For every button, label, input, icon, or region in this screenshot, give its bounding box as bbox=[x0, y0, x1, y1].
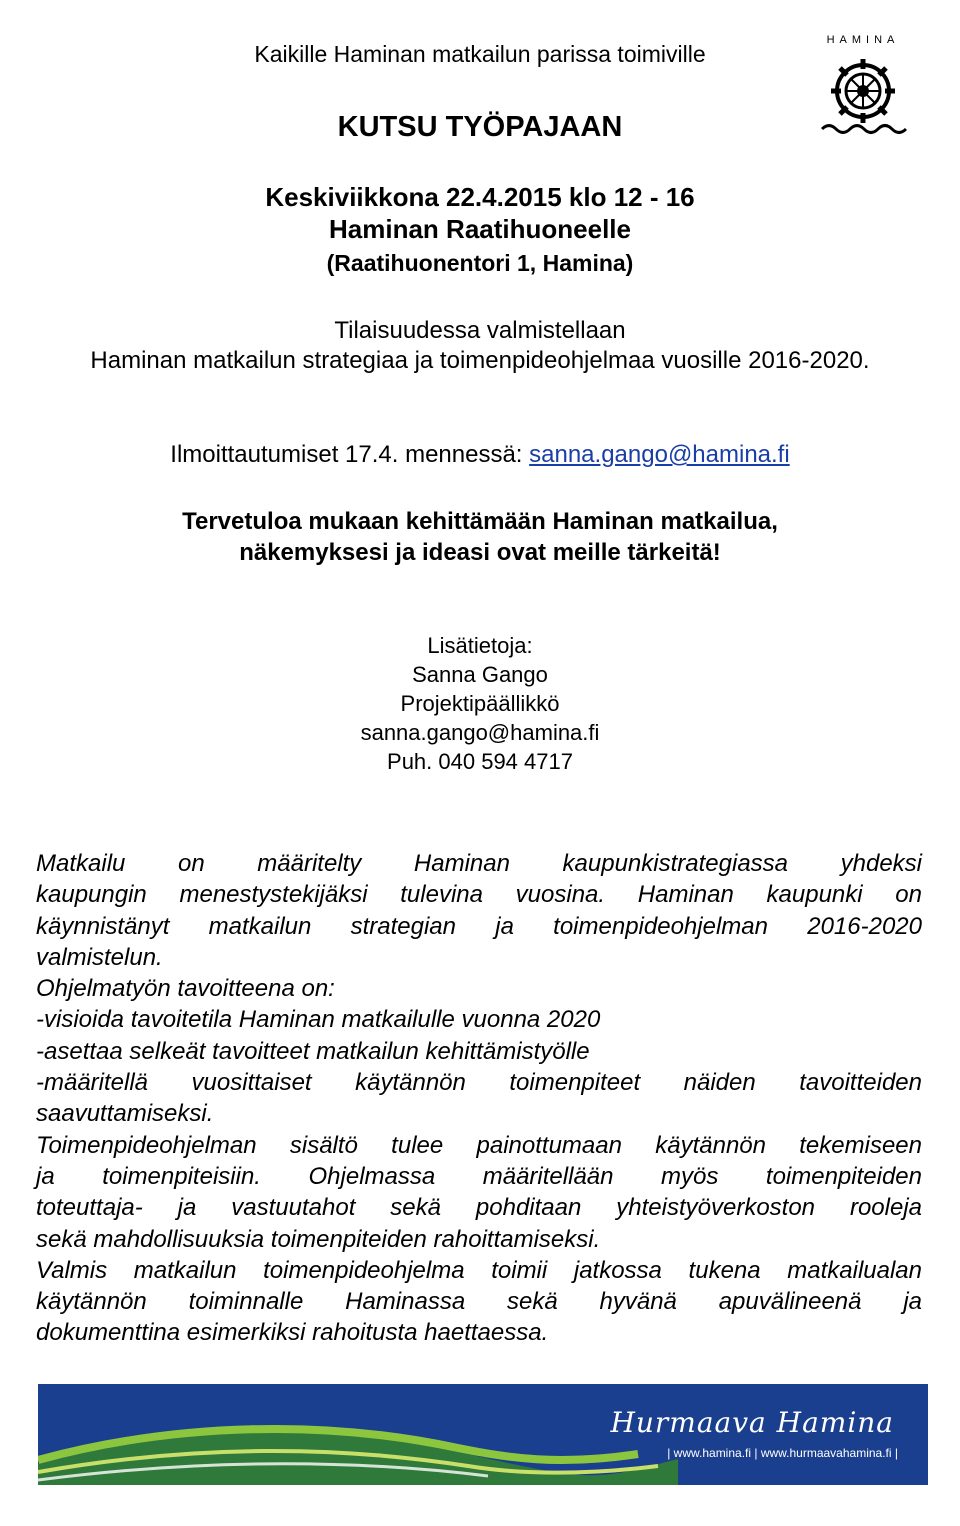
body-line: kaupungin menestystekijäksi tulevina vuosina. Haminan kaupunki on bbox=[36, 881, 922, 909]
event-venue: Haminan Raatihuoneelle bbox=[329, 214, 631, 244]
body-line: Valmis matkailun toimenpideohjelma toimii jatkossa tukena matkailualan bbox=[36, 1256, 922, 1284]
registration-email-link[interactable]: sanna.gango@hamina.fi bbox=[529, 441, 790, 468]
contact-phone: Puh. 040 594 4717 bbox=[387, 749, 573, 774]
body-line: Matkailu on määritelty Haminan kaupunkistrategiassa yhdeksi bbox=[36, 850, 922, 877]
body-line: käynnistänyt matkailun strategian ja toimenpideohjelman 2016-2020 bbox=[36, 912, 922, 940]
body-line: sekä mahdollisuuksia toimenpiteiden rahoittamiseksi. bbox=[36, 1225, 601, 1253]
contact-heading: Lisätietoja: bbox=[427, 633, 533, 658]
event-date-time: Keskiviikkona 22.4.2015 klo 12 - 16 bbox=[265, 182, 695, 212]
page-title: KUTSU TYÖPAJAAN bbox=[337, 111, 623, 143]
welcome-line-1: Tervetuloa mukaan kehittämään Haminan matkailua, bbox=[182, 508, 778, 535]
body-line: -asettaa selkeät tavoitteet matkailun kehittämistyölle bbox=[36, 1037, 590, 1065]
body-line: ja toimenpiteisiin. Ohjelmassa määritellään myös toimenpiteiden bbox=[36, 1162, 922, 1190]
body-line: Toimenpideohjelman sisältö tulee painottumaan käytännön tekemiseen bbox=[36, 1131, 922, 1159]
event-details bbox=[0, 181, 960, 279]
footer-banner bbox=[38, 1384, 928, 1485]
body-line: toteuttaja- ja vastuutahot sekä pohditaan yhteistyöverkoston rooleja bbox=[36, 1194, 922, 1222]
description-paragraph bbox=[36, 848, 922, 1349]
contact-block bbox=[0, 631, 960, 776]
registration-line bbox=[0, 441, 960, 469]
contact-name: Sanna Gango bbox=[412, 662, 548, 687]
body-line: valmistelun. bbox=[36, 943, 163, 971]
welcome-line-2: näkemyksesi ja ideasi ovat meille tärkeitä! bbox=[239, 539, 721, 566]
body-line: dokumenttina esimerkiksi rahoitusta haettaessa. bbox=[36, 1319, 549, 1347]
body-line: -visioida tavoitetila Haminan matkailulle vuonna 2020 bbox=[36, 1006, 601, 1034]
body-line: käytännön toiminnalle Haminassa sekä hyvänä apuvälineenä ja bbox=[36, 1288, 922, 1316]
website-links: | www.hamina.fi | www.hurmaavahamina.fi | bbox=[667, 1446, 898, 1460]
purpose-line-1: Tilaisuudessa valmistellaan bbox=[334, 317, 626, 344]
purpose-text bbox=[0, 316, 960, 376]
body-line: saavuttamiseksi. bbox=[36, 1100, 214, 1128]
logo-text: HAMINA bbox=[826, 34, 900, 46]
intro-line: Kaikille Haminan matkailun parissa toimiville bbox=[254, 41, 706, 67]
body-line: Ohjelmatyön tavoitteena on: bbox=[36, 975, 335, 1003]
contact-email: sanna.gango@hamina.fi bbox=[360, 720, 600, 745]
body-line: -määritellä vuosittaiset käytännön toimenpiteet näiden tavoitteiden bbox=[36, 1069, 922, 1097]
registration-text: Ilmoittautumiset 17.4. mennessä: bbox=[170, 441, 523, 468]
contact-role: Projektipäällikkö bbox=[400, 691, 560, 716]
purpose-line-2: Haminan matkailun strategiaa ja toimenpideohjelmaa vuosille 2016-2020. bbox=[90, 347, 870, 374]
welcome-text bbox=[0, 506, 960, 568]
event-address: (Raatihuonentori 1, Hamina) bbox=[326, 250, 634, 276]
brand-wordmark: Hurmaava Hamina bbox=[610, 1406, 894, 1439]
